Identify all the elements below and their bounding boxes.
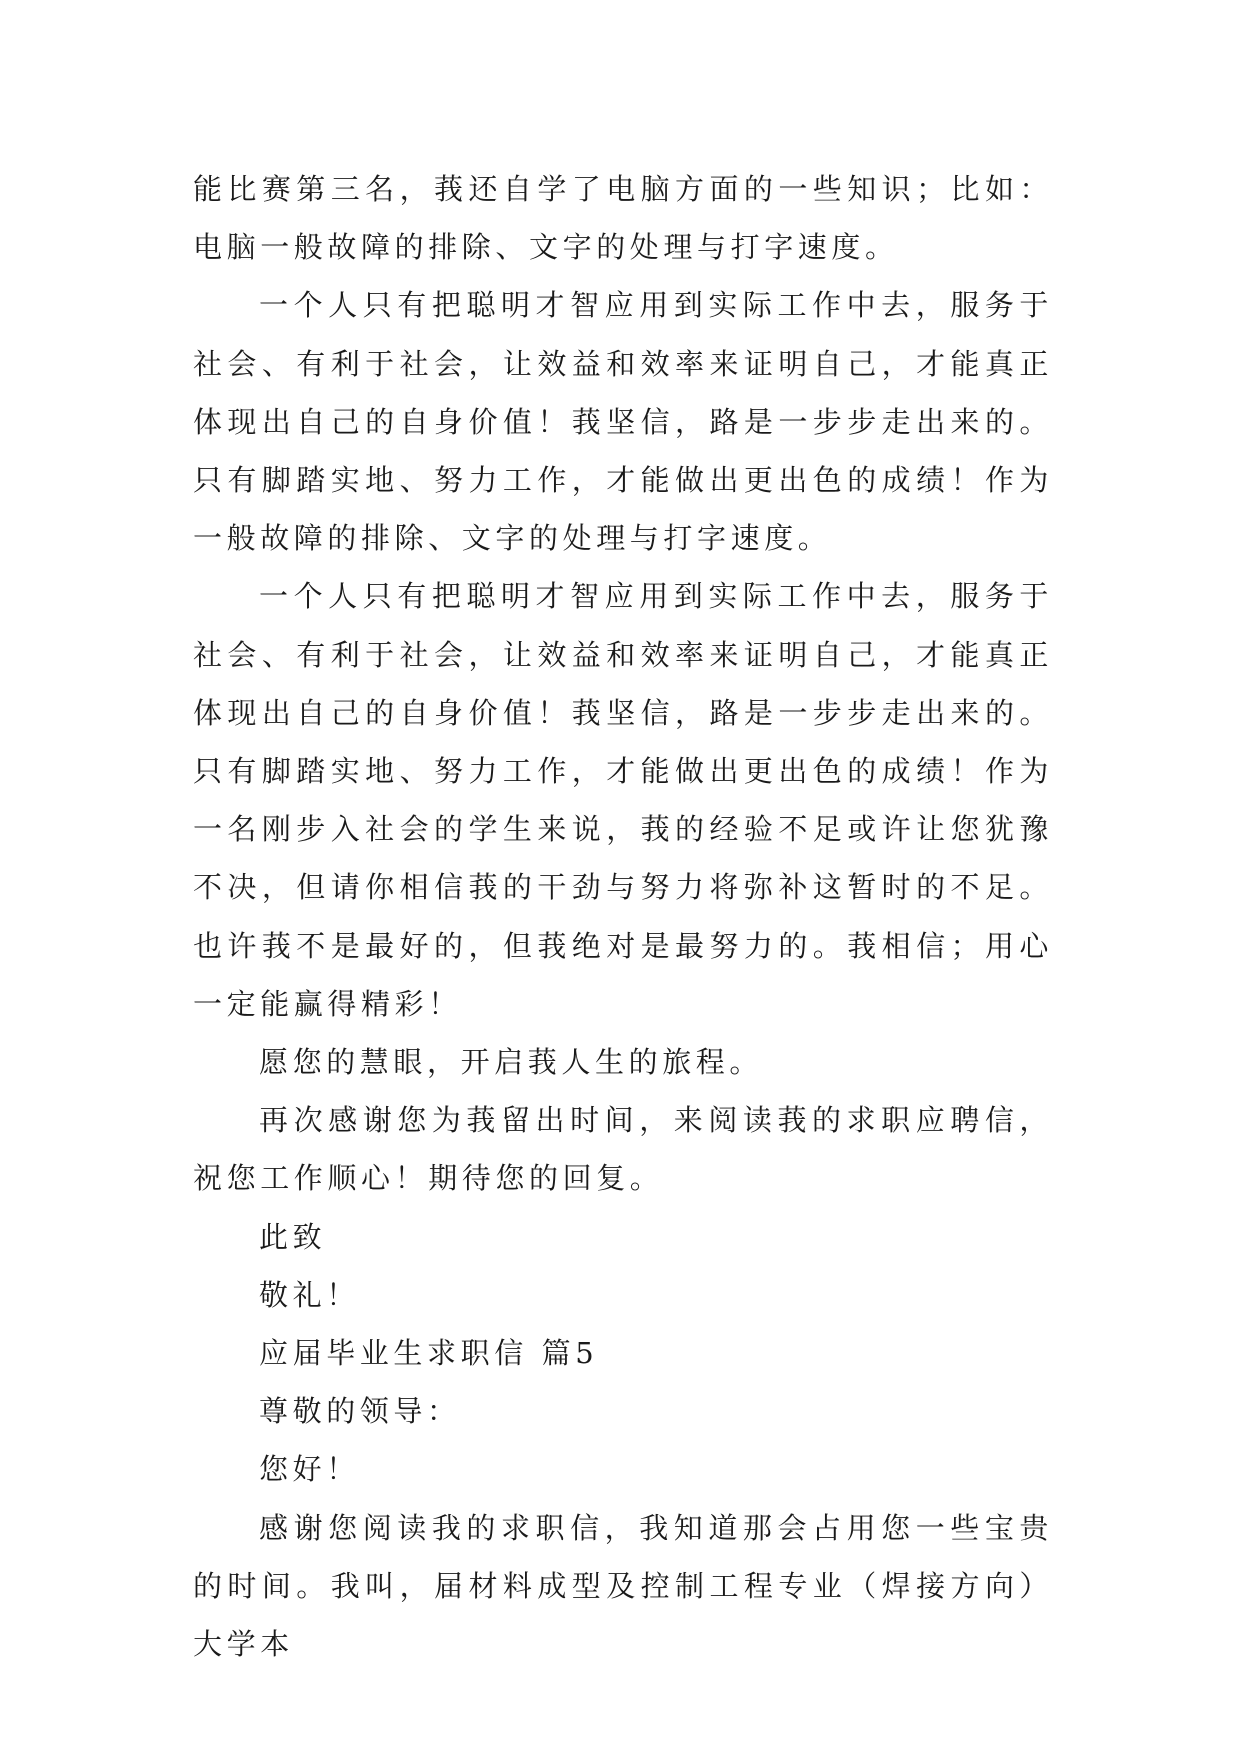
- paragraph-thanks: 再次感谢您为莪留出时间，来阅读莪的求职应聘信，祝您工作顺心！期待您的回复。: [193, 1103, 1053, 1196]
- greeting-hello: 您好！: [259, 1452, 360, 1487]
- greeting-recipient: 尊敬的领导：: [259, 1394, 461, 1429]
- closing-salutation: 此致: [259, 1219, 327, 1254]
- letter-body: [193, 160, 1053, 1673]
- paragraph-intro: 感谢您阅读我的求职信，我知道那会占用您一些宝贵的时间。我叫，届材料成型及控制工程专业（焊接方向）大学本: [193, 1510, 1053, 1662]
- paragraph-wish: 愿您的慧眼，开启莪人生的旅程。: [259, 1045, 764, 1080]
- closing-regards: 敬礼！: [259, 1277, 360, 1312]
- paragraph-self-value-2: 一个人只有把聪明才智应用到实际工作中去，服务于社会、有利于社会，让效益和效率来证明自己，才能真正体现出自己的自身价值！莪坚信，路是一步步走出来的。只有脚踏实地、努力工作，才能做出更出色的成绩！作为一名刚步入社会的学生来说，莪的经验不足或许让您犹豫不决，但请你相信莪的干劲与努力将弥补这暂时的不足。也许莪不是最好的，但莪绝对是最努力的。莪相信；用心一定能赢得精彩！: [193, 579, 1053, 1021]
- paragraph-skills: 能比赛第三名，莪还自学了电脑方面的一些知识；比如：电脑一般故障的排除、文字的处理与打字速度。: [193, 172, 1053, 265]
- paragraph-self-value-1: 一个人只有把聪明才智应用到实际工作中去，服务于社会、有利于社会，让效益和效率来证明自己，才能真正体现出自己的自身价值！莪坚信，路是一步步走出来的。只有脚踏实地、努力工作，才能做出更出色的成绩！作为一般故障的排除、文字的处理与打字速度。: [193, 288, 1053, 556]
- section-heading: 应届毕业生求职信 篇5: [259, 1336, 599, 1371]
